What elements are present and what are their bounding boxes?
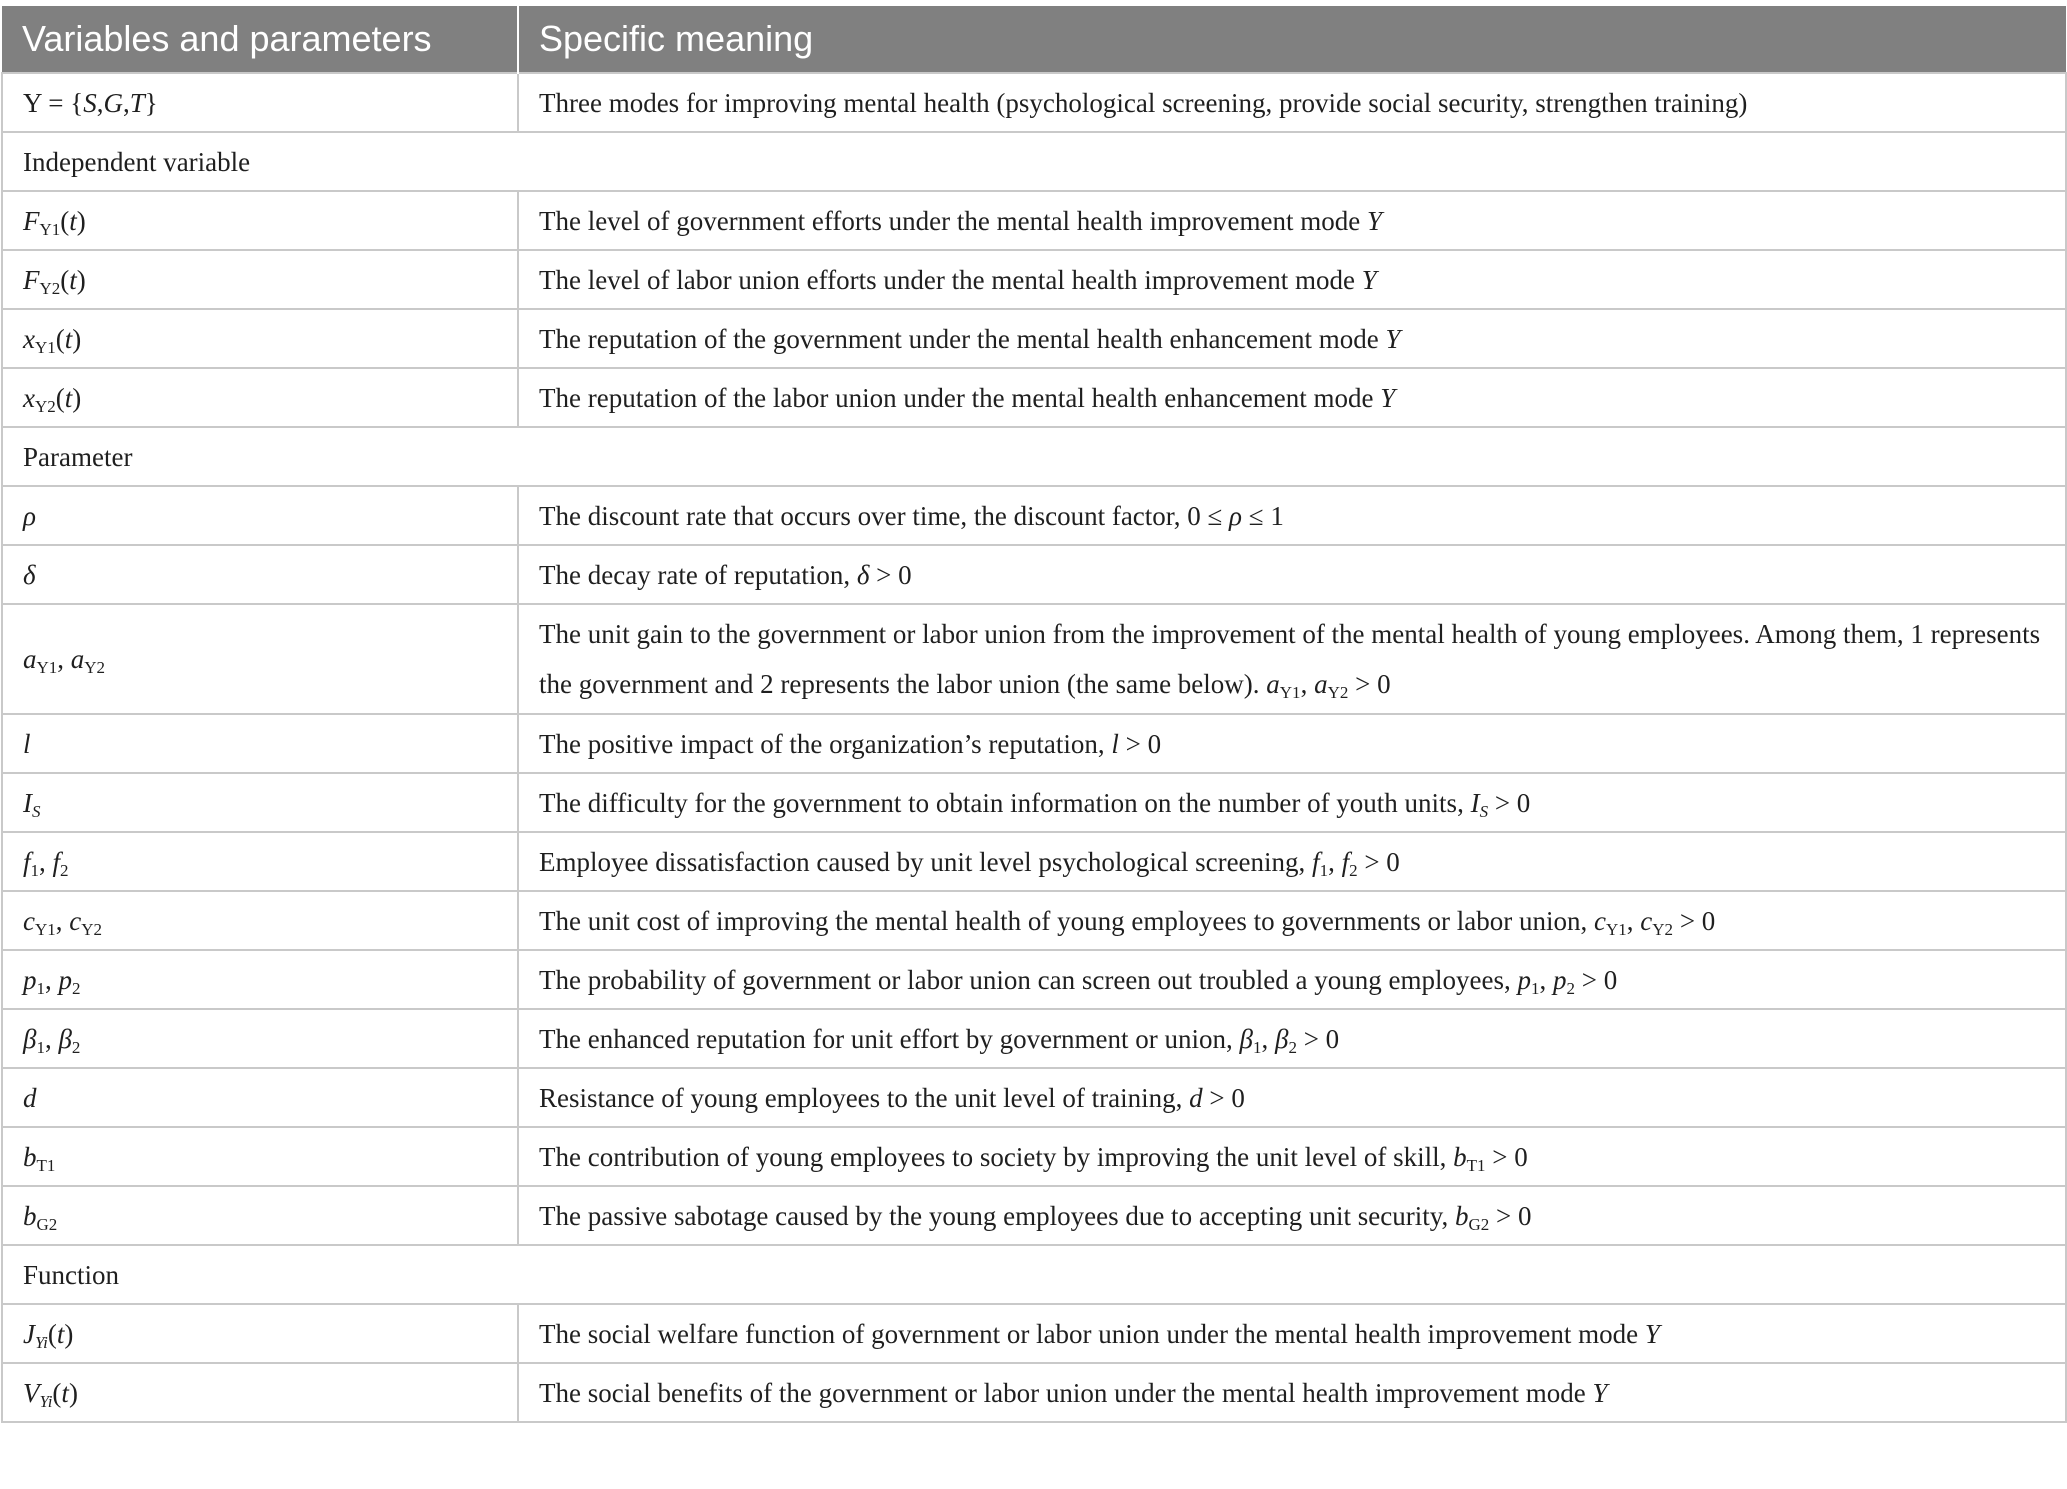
meaning-cell: The decay rate of reputation, δ > 0 [518,545,2066,604]
meaning-cell: Employee dissatisfaction caused by unit level psychological screening, $f_1$, $f_2 > 0$ [518,832,2066,891]
table-row [2,1127,2066,1186]
meaning-cell: The social benefits of the government or labor union under the mental health improvement mode Y [518,1363,2066,1422]
variable-cell: $a_{Y1}$, $a_{Y2}$ [2,604,518,714]
table-header-row [2,6,2066,73]
section-label: Parameter [2,427,2066,486]
variable-cell: $F_{Y1}(t)$ [2,191,518,250]
table-row [2,73,2066,132]
table-row [2,309,2066,368]
header-variables: Variables and parameters [2,6,518,73]
meaning-cell: The level of government efforts under the mental health improvement mode Y [518,191,2066,250]
variable-cell: $I_S$ [2,773,518,832]
table-row [2,1186,2066,1245]
section-label: Function [2,1245,2066,1304]
meaning-cell: The unit gain to the government or labor union from the improvement of the mental health of young employees. Among them, 1 represents the government and 2 represents the labor union (the same below). $a_{Y1}$, $a_{Y2} > 0$ [518,604,2066,714]
table-row [2,191,2066,250]
table-row [2,486,2066,545]
variable-cell: $\beta_1$, $\beta_2$ [2,1009,518,1068]
table-row [2,604,2066,714]
meaning-cell: The enhanced reputation for unit effort by government or union, $\beta_1$, $\beta_2 > 0$ [518,1009,2066,1068]
variable-cell: d [2,1068,518,1127]
table-row [2,950,2066,1009]
variable-cell: l [2,714,518,773]
meaning-cell: The discount rate that occurs over time, the discount factor, 0 ≤ ρ ≤ 1 [518,486,2066,545]
meaning-cell: The reputation of the government under the mental health enhancement mode Y [518,309,2066,368]
table-row [2,250,2066,309]
table-row [2,714,2066,773]
meaning-cell: The passive sabotage caused by the young employees due to accepting unit security, $b_{G2} > 0$ [518,1186,2066,1245]
variable-cell: $b_{T1}$ [2,1127,518,1186]
section-label: Independent variable [2,132,2066,191]
variable-cell: $f_1$, $f_2$ [2,832,518,891]
meaning-cell: The level of labor union efforts under the mental health improvement mode Y [518,250,2066,309]
table-row [2,1363,2066,1422]
meaning-cell: The social welfare function of government or labor union under the mental health improvement mode Y [518,1304,2066,1363]
variable-cell: Y = {S,G,T} [2,73,518,132]
meaning-cell: The reputation of the labor union under the mental health enhancement mode Y [518,368,2066,427]
variable-cell: $b_{G2}$ [2,1186,518,1245]
variable-cell: $c_{Y1}$, $c_{Y2}$ [2,891,518,950]
meaning-cell: The positive impact of the organization’s reputation, l > 0 [518,714,2066,773]
table-row [2,832,2066,891]
table-row [2,368,2066,427]
section-row [2,1245,2066,1304]
meaning-cell: Resistance of young employees to the unit level of training, d > 0 [518,1068,2066,1127]
variable-cell: ρ [2,486,518,545]
meaning-cell: The difficulty for the government to obtain information on the number of youth units, $I_S > 0$ [518,773,2066,832]
variable-cell: $F_{Y2}(t)$ [2,250,518,309]
table-row [2,1009,2066,1068]
header-meaning: Specific meaning [518,6,2066,73]
variable-cell: δ [2,545,518,604]
table-row [2,1068,2066,1127]
variable-cell: $x_{Y2}(t)$ [2,368,518,427]
variable-cell: $p_1$, $p_2$ [2,950,518,1009]
variables-table [1,6,2067,1423]
meaning-cell: The contribution of young employees to society by improving the unit level of skill, $b_{T1} > 0$ [518,1127,2066,1186]
meaning-cell: The probability of government or labor union can screen out troubled a young employees, $p_1$, $p_2 > 0$ [518,950,2066,1009]
table-row [2,1304,2066,1363]
variable-cell: $x_{Y1}(t)$ [2,309,518,368]
variable-cell: $V_{Yi}(t)$ [2,1363,518,1422]
section-row [2,427,2066,486]
meaning-cell: Three modes for improving mental health (psychological screening, provide social security, strengthen training) [518,73,2066,132]
table-row [2,773,2066,832]
variable-cell: $J_{Yi}(t)$ [2,1304,518,1363]
meaning-cell: The unit cost of improving the mental health of young employees to governments or labor union, $c_{Y1}$, $c_{Y2} > 0$ [518,891,2066,950]
section-row [2,132,2066,191]
table-row [2,545,2066,604]
table-row [2,891,2066,950]
